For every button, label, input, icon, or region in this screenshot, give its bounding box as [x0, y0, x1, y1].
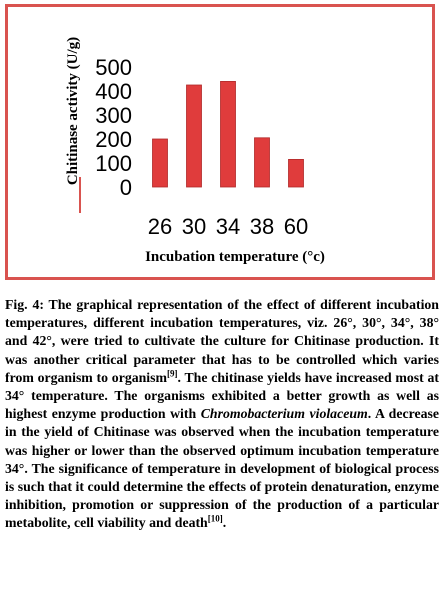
- x-tick-label: 30: [181, 214, 207, 239]
- caption-text-3: . A decrease in the yield of Chitinase was observed when the incubation temperature was higher or lower than the observed optimum incubation temperature 34°. The significance of temperature in development of biological process is such that it could determine the effects of protein denaturation, enzyme inhibition, promotion or suppression of the production of a particular metabolite, cell viability and death: [5, 406, 439, 531]
- x-axis-ticks: [148, 214, 308, 239]
- x-axis-label: Incubation temperature (°c): [145, 249, 325, 265]
- y-tick-label: 500: [95, 55, 132, 80]
- y-tick-label: 200: [95, 127, 132, 152]
- bar: [289, 159, 304, 187]
- x-tick-label: 26: [147, 214, 173, 239]
- x-tick-label: 60: [283, 214, 309, 239]
- x-tick-label: 34: [215, 214, 241, 239]
- citation-10: [10]: [207, 513, 223, 524]
- bar: [187, 85, 202, 187]
- figure-caption: [5, 296, 439, 533]
- y-tick-label: 300: [95, 103, 132, 128]
- bar: [255, 138, 270, 187]
- x-tick-label: 38: [249, 214, 275, 239]
- y-tick-label: 400: [95, 79, 132, 104]
- bar: [221, 81, 236, 187]
- organism-name: Chromobacterium violaceum: [200, 406, 368, 422]
- caption-text-2: . The chitinase yields have increased most at 34° temperature. The organisms exhibited a better growth as well as highest enzyme production with: [5, 369, 439, 422]
- caption-text-1: The graphical representation of the effect of different incubation temperatures, different incubation temperatures, viz. 26°, 30°, 34°, 38° and 42°, were tried to cultivate the culture for Chitinase production. It was another critical parameter that has to be controlled which varies from organism to organism: [5, 297, 439, 385]
- y-tick-label: 100: [95, 151, 132, 176]
- bar: [153, 139, 168, 187]
- bar-chart: [8, 7, 432, 277]
- caption-end: .: [222, 515, 227, 531]
- y-axis-label: Chitinase activity (U/g): [65, 36, 81, 186]
- bars: [153, 81, 304, 187]
- y-tick-label: 0: [119, 175, 132, 200]
- figure-label: Fig. 4:: [5, 297, 44, 312]
- y-axis-ticks: [95, 55, 132, 200]
- citation-9: [9]: [167, 368, 178, 379]
